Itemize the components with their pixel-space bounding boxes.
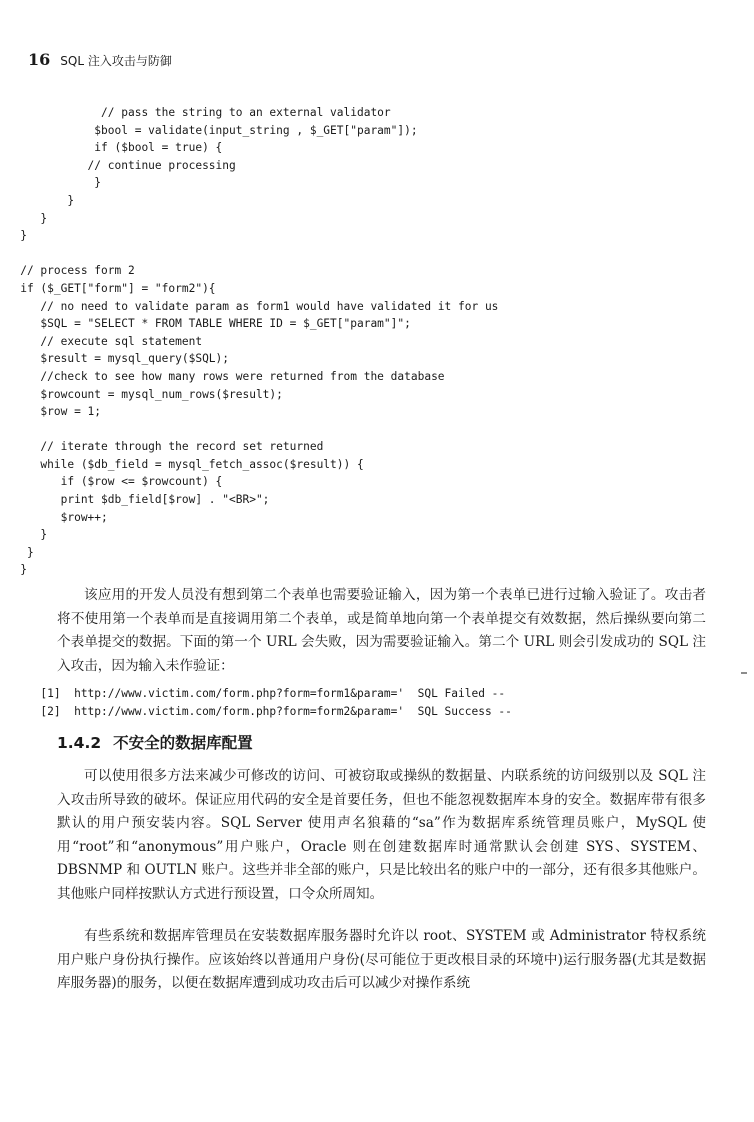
code-line: $row = 1; bbox=[0, 405, 102, 419]
code-line: // process form 2 bbox=[0, 264, 135, 278]
code-line: } bbox=[0, 545, 34, 559]
code-line: if ($row <= $rowcount) { bbox=[0, 475, 223, 489]
code-line: } bbox=[0, 563, 27, 577]
code-line: // no need to validate param as form1 would have validated it for us bbox=[0, 299, 499, 313]
code-line bbox=[0, 245, 498, 263]
body-paragraph-1: 该应用的开发人员没有想到第二个表单也需要验证输入，因为第一个表单已进行过输入验证了。攻击者将不使用第一个表单而是直接调用第二个表单，或是简单地向第一个表单提交有效数据，然后操纵要向第二个表单提交的数据。下面的第一个 URL 会失败，因为需要验证输入。第二个 URL 则会引发成功的 SQL 注入攻击，因为输入未作验证： bbox=[57, 587, 706, 674]
code-line: } bbox=[0, 176, 102, 190]
code-line: // iterate through the record set returned bbox=[0, 440, 324, 454]
code-line: // execute sql statement bbox=[0, 334, 203, 348]
code-line: } bbox=[0, 528, 48, 542]
body-paragraph-3: 有些系统和数据库管理员在安装数据库服务器时允许以 root、SYSTEM 或 Administrator 特权系统用户账户身份执行操作。应该始终以普通用户身份(尽可能位于更改根目录的环境中)运行服务器(尤其是数据库服务器)的服务，以便在数据库遭到成功攻击后可以减少对操作系统 bbox=[57, 928, 706, 992]
section-heading bbox=[57, 733, 253, 753]
scan-mark bbox=[741, 672, 747, 674]
url-example-1: [1] http://www.victim.com/form.php?form=form1&param=' SQL Failed -- bbox=[0, 687, 506, 700]
code-line: // continue processing bbox=[0, 158, 236, 172]
code-line: $SQL = "SELECT * FROM TABLE WHERE ID = $_GET["param"]"; bbox=[0, 317, 411, 331]
url-example-2: [2] http://www.victim.com/form.php?form=form2&param=' SQL Success -- bbox=[0, 705, 512, 718]
running-title: SQL 注入攻击与防御 bbox=[60, 54, 172, 68]
page-header bbox=[28, 50, 172, 70]
code-line: } bbox=[0, 229, 27, 243]
code-line: while ($db_field = mysql_fetch_assoc($result)) { bbox=[0, 457, 364, 471]
code-line: } bbox=[0, 193, 75, 207]
body-paragraph-2: 可以使用很多方法来减少可修改的访问、可被窃取或操纵的数据量、内联系统的访问级别以及 SQL 注入攻击所导致的破坏。保证应用代码的安全是首要任务，但也不能忽视数据库本身的安全。数据库带有很多默认的用户预安装内容。SQL Server 使用声名狼藉的“sa”作为数据库系统管理员账户，MySQL 使用“root”和“anonymous”用户账户，Oracle 则在创建数据库时通常默认会创建 SYS、SYSTEM、DBSNMP 和 OUTLN 账户。这些并非全部的账户，只是比较出名的账户中的一部分，还有很多其他账户。其他账户同样按默认方式进行预设置，口令众所周知。 bbox=[57, 768, 706, 902]
code-line: $row++; bbox=[0, 510, 108, 524]
section-title: 不安全的数据库配置 bbox=[113, 734, 253, 752]
section-number: 1.4.2 bbox=[57, 734, 102, 752]
code-line: } bbox=[0, 211, 48, 225]
code-line: print $db_field[$row] . "<BR>"; bbox=[0, 493, 270, 507]
code-line: if ($bool = true) { bbox=[0, 141, 223, 155]
code-line bbox=[0, 421, 498, 439]
code-line: if ($_GET["form"] = "form2"){ bbox=[0, 281, 216, 295]
code-line: $bool = validate(input_string , $_GET["param"]); bbox=[0, 123, 418, 137]
php-code-listing bbox=[0, 104, 498, 579]
page-number: 16 bbox=[28, 50, 51, 69]
code-line: //check to see how many rows were returned from the database bbox=[0, 369, 445, 383]
url-examples bbox=[0, 685, 512, 721]
code-line: $rowcount = mysql_num_rows($result); bbox=[0, 387, 283, 401]
code-line: $result = mysql_query($SQL); bbox=[0, 352, 230, 366]
code-line: // pass the string to an external validator bbox=[0, 106, 391, 119]
